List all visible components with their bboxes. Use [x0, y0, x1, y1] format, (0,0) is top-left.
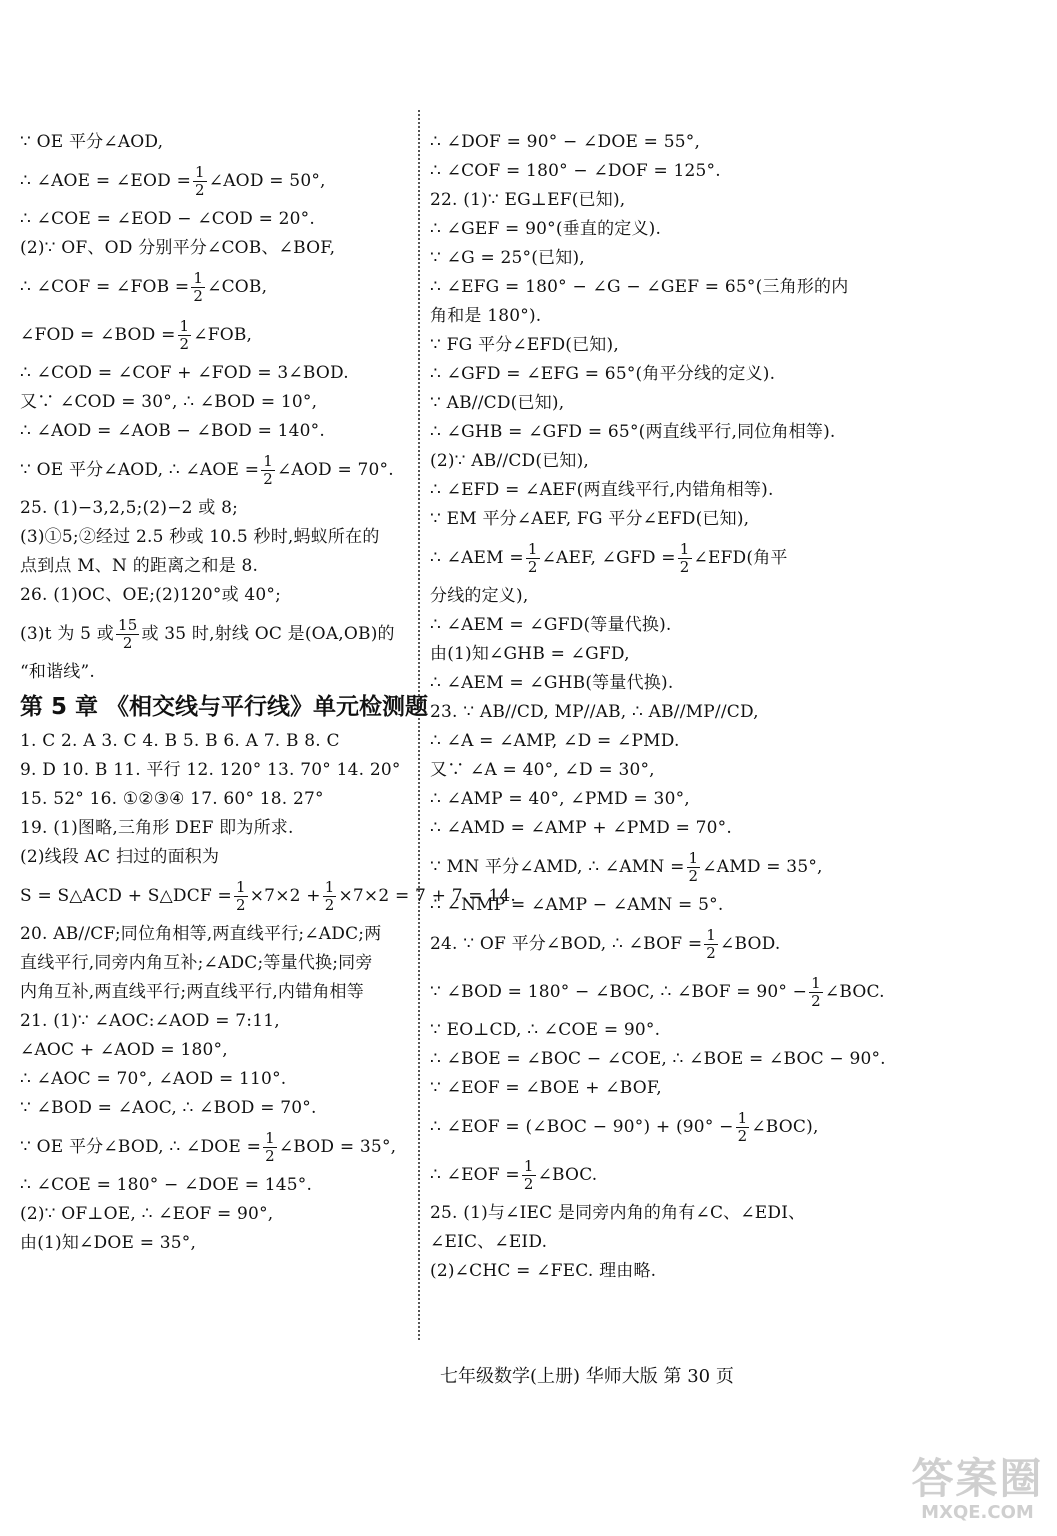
chapter-heading: 第 5 章 《相交线与平行线》单元检测题: [20, 694, 429, 720]
text-line: ∵ FG 平分∠EFD(已知),: [430, 335, 619, 355]
text-line: 26. (1)OC、OE;(2)120°或 40°;: [20, 585, 282, 605]
text-line: ∴ ∠AOE = ∠EOD = $\frac{1}{2}$ ∠AOD = 50°,: [20, 163, 326, 199]
text-line: ∴ ∠COE = 180° − ∠DOE = 145°.: [20, 1175, 313, 1195]
text-line: ∴ ∠AEM = ∠GHB(等量代换).: [430, 673, 674, 693]
text-line: S = S△ACD + S△DCF = $\frac{1}{2}$ ×7×2 + $\frac{1}{2}$ ×7×2 = 7 + 7 = 14.: [20, 878, 516, 914]
text-line: (3)t 为 5 或 $\frac{15}{2}$ 或 35 时,射线 OC 是(OA,OB)的: [20, 616, 395, 652]
text-line: ∴ ∠AMD = ∠AMP + ∠PMD = 70°.: [430, 818, 732, 838]
text-line: ∵ ∠BOD = 180° − ∠BOC, ∴ ∠BOF = 90° − $\frac{1}{2}$ ∠BOC.: [430, 974, 885, 1010]
text-line: ∴ ∠EFD = ∠AEF(两直线平行,内错角相等).: [430, 480, 774, 500]
text-line: ∴ ∠A = ∠AMP, ∠D = ∠PMD.: [430, 731, 680, 751]
text-line: 21. (1)∵ ∠AOC:∠AOD = 7:11,: [20, 1011, 280, 1031]
fraction: $\frac{1}{2}$: [527, 540, 538, 576]
text-line: (3)①5;②经过 2.5 秒或 10.5 秒时,蚂蚁所在的: [20, 527, 380, 547]
fraction: $\frac{1}{2}$: [523, 1157, 534, 1193]
text-line: 点到点 M、N 的距离之和是 8.: [20, 556, 259, 576]
text-line: ∠FOD = ∠BOD = $\frac{1}{2}$ ∠FOB,: [20, 317, 253, 353]
fraction: $\frac{1}{2}$: [193, 269, 204, 305]
fraction: $\frac{1}{2}$: [737, 1109, 748, 1145]
watermark-logo: [910, 1455, 1045, 1530]
text-line: ∴ ∠COF = ∠FOB = $\frac{1}{2}$ ∠COB,: [20, 269, 268, 305]
text-line: (2)∵ AB//CD(已知),: [430, 451, 590, 471]
text-line: ∴ ∠GFD = ∠EFG = 65°(角平分线的定义).: [430, 364, 776, 384]
text-line: ∴ ∠EOF = (∠BOC − 90°) + (90° − $\frac{1}{2}$ ∠BOC),: [430, 1109, 819, 1145]
text-line: (2)∵ OF⊥OE, ∴ ∠EOF = 90°,: [20, 1204, 274, 1224]
text-line: ∴ ∠BOE = ∠BOC − ∠COE, ∴ ∠BOE = ∠BOC − 90°.: [430, 1049, 886, 1069]
watermark-text: 答案圈: [911, 1454, 1044, 1503]
text-line: ∴ ∠AMP = 40°, ∠PMD = 30°,: [430, 789, 690, 809]
answer-line: 15. 52° 16. ①②③④ 17. 60° 18. 27°: [20, 789, 324, 809]
text-line: “和谐线”.: [20, 662, 95, 682]
text-line: ∴ ∠EOF = $\frac{1}{2}$ ∠BOC.: [430, 1157, 598, 1193]
text-line: 20. AB//CF;同位角相等,两直线平行;∠ADC;两: [20, 924, 382, 944]
text-line: 分线的定义),: [430, 586, 529, 606]
text-line: ∠EIC、∠EID.: [430, 1232, 548, 1252]
text-line: ∴ ∠COD = ∠COF + ∠FOD = 3∠BOD.: [20, 363, 349, 383]
text-line: ∵ AB//CD(已知),: [430, 393, 565, 413]
text-line: ∴ ∠COF = 180° − ∠DOF = 125°.: [430, 161, 721, 181]
text-line: ∴ ∠GHB = ∠GFD = 65°(两直线平行,同位角相等).: [430, 422, 836, 442]
column-divider: [418, 110, 421, 1340]
text-line: ∴ ∠NMP = ∠AMP − ∠AMN = 5°.: [430, 895, 724, 915]
text-line: (2)∵ OF、OD 分别平分∠COB、∠BOF,: [20, 238, 336, 258]
text-line: ∴ ∠COE = ∠EOD − ∠COD = 20°.: [20, 209, 315, 229]
text-line: 由(1)知∠DOE = 35°,: [20, 1233, 197, 1253]
text-line: ∴ ∠AEM = $\frac{1}{2}$ ∠AEF, ∠GFD = $\frac{1}{2}$ ∠EFD(角平: [430, 540, 788, 576]
fraction: $\frac{1}{2}$: [679, 540, 690, 576]
fraction: $\frac{1}{2}$: [263, 452, 273, 488]
text-line: ∵ OE 平分∠AOD, ∴ ∠AOE = $\frac{1}{2}$ ∠AOD = 70°.: [20, 452, 394, 488]
fraction: $\frac{1}{2}$: [179, 317, 190, 353]
text-line: (2)线段 AC 扫过的面积为: [20, 847, 220, 867]
answer-line: 1. C 2. A 3. C 4. B 5. B 6. A 7. B 8. C: [20, 731, 340, 751]
text-line: ∴ ∠AEM = ∠GFD(等量代换).: [430, 615, 672, 635]
text-line: ∵ ∠G = 25°(已知),: [430, 248, 585, 268]
fraction: $\frac{1}{2}$: [265, 1129, 275, 1165]
page-footer: 七年级数学(上册) 华师大版 第 30 页: [440, 1366, 734, 1387]
fraction: $\frac{1}{2}$: [688, 849, 699, 885]
text-line: ∵ OE 平分∠AOD,: [20, 132, 164, 152]
text-line: ∵ OE 平分∠BOD, ∴ ∠DOE = $\frac{1}{2}$ ∠BOD = 35°,: [20, 1129, 397, 1165]
text-line: ∴ ∠AOD = ∠AOB − ∠BOD = 140°.: [20, 421, 325, 441]
text-line: ∵ ∠EOF = ∠BOE + ∠BOF,: [430, 1078, 662, 1098]
text-line: ∴ ∠EFG = 180° − ∠G − ∠GEF = 65°(三角形的内: [430, 277, 849, 297]
fraction: $\frac{1}{2}$: [195, 163, 205, 199]
text-line: 22. (1)∵ EG⊥EF(已知),: [430, 190, 626, 210]
text-line: ∴ ∠DOF = 90° − ∠DOE = 55°,: [430, 132, 701, 152]
fraction: $\frac{15}{2}$: [117, 616, 138, 652]
text-line: 25. (1)与∠IEC 是同旁内角的角有∠C、∠EDI、: [430, 1203, 806, 1223]
fraction: $\frac{1}{2}$: [706, 926, 717, 962]
text-line: 又∵ ∠COD = 30°, ∴ ∠BOD = 10°,: [20, 392, 318, 412]
text-line: (2)∠CHC = ∠FEC. 理由略.: [430, 1261, 657, 1281]
fraction: $\frac{1}{2}$: [811, 974, 821, 1010]
watermark-url: MXQE.COM: [921, 1502, 1034, 1523]
text-line: 24. ∵ OF 平分∠BOD, ∴ ∠BOF = $\frac{1}{2}$ ∠BOD.: [430, 926, 781, 962]
fraction: $\frac{1}{2}$: [324, 878, 335, 914]
text-line: 由(1)知∠GHB = ∠GFD,: [430, 644, 630, 664]
text-line: ∵ EO⊥CD, ∴ ∠COE = 90°.: [430, 1020, 661, 1040]
text-line: ∠AOC + ∠AOD = 180°,: [20, 1040, 228, 1060]
text-line: ∵ EM 平分∠AEF, FG 平分∠EFD(已知),: [430, 509, 750, 529]
text-line: ∴ ∠AOC = 70°, ∠AOD = 110°.: [20, 1069, 287, 1089]
text-line: 内角互补,两直线平行;两直线平行,内错角相等: [20, 982, 364, 1002]
text-line: 25. (1)−3,2,5;(2)−2 或 8;: [20, 498, 239, 518]
fraction: $\frac{1}{2}$: [235, 878, 246, 914]
right-column: [430, 128, 886, 1286]
text-line: 直线平行,同旁内角互补;∠ADC;等量代换;同旁: [20, 953, 373, 973]
text-line: 23. ∵ AB//CD, MP//AB, ∴ AB//MP//CD,: [430, 702, 759, 722]
text-line: ∵ MN 平分∠AMD, ∴ ∠AMN = $\frac{1}{2}$ ∠AMD = 35°,: [430, 849, 823, 885]
answer-line: 9. D 10. B 11. 平行 12. 120° 13. 70° 14. 20°: [20, 760, 401, 780]
text-line: ∵ ∠BOD = ∠AOC, ∴ ∠BOD = 70°.: [20, 1098, 317, 1118]
text-line: 角和是 180°).: [430, 306, 542, 326]
text-line: 19. (1)图略,三角形 DEF 即为所求.: [20, 818, 294, 838]
text-line: ∴ ∠GEF = 90°(垂直的定义).: [430, 219, 662, 239]
text-line: 又∵ ∠A = 40°, ∠D = 30°,: [430, 760, 655, 780]
